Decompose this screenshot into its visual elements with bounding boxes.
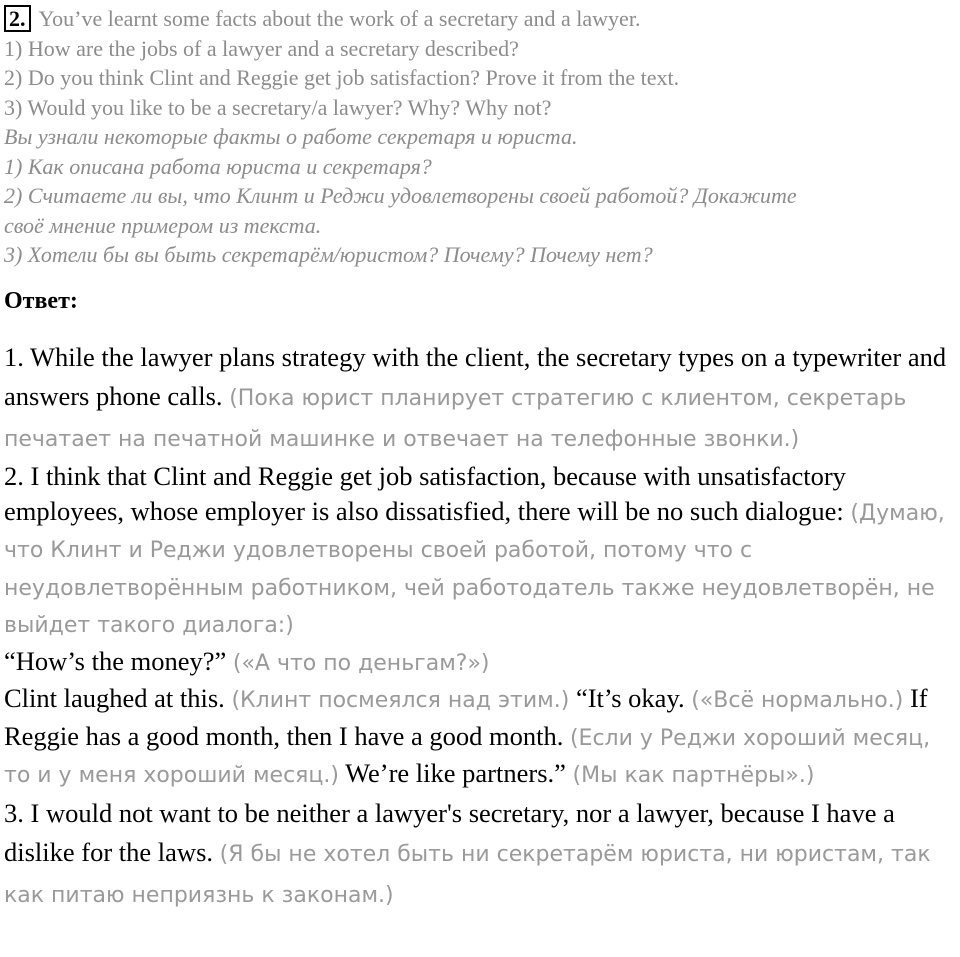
clint-ru: (Клинт посмеялся над этим.) (231, 688, 570, 713)
reggie-ru: (Если у Реджи хороший месяц, то и у меня хороший месяц.) (4, 725, 931, 788)
answer-1-ru: (Пока юрист планирует стратегию с клиентом, секретарь печатает на печатной машинке и отвечает на телефонные звонки.) (4, 386, 907, 452)
task-block (4, 4, 954, 270)
partners-ru: (Мы как партнёры».) (572, 763, 815, 788)
question-ru-3: 3) Хотели бы вы быть секретарём/юристом? Почему? Почему нет? (4, 242, 653, 267)
question-ru-1: 1) Как описана работа юриста и секретаря? (4, 153, 432, 179)
answer-1 (4, 338, 958, 459)
question-ru-2: 2) Считаете ли вы, что Клинт и Реджи удовлетворены своей работой? Докажите (4, 183, 797, 208)
question-en-3: 3) Would you like to be a secretary/a lawyer? Why? Why not? (4, 94, 552, 120)
answer-3-ru: (Я бы не хотел быть ни секретарём юриста, ни юристам, так как питаю неприязнь к законам.) (4, 841, 931, 908)
answer-3 (4, 794, 958, 915)
answer-2-ru: (Думаю, что Клинт и Реджи удовлетворены своей работой, потому что с неудовлетворённым работником, чей работодатель также неудовлетворён, не выйдет такого диалога:) (4, 500, 945, 638)
question-ru-2-cont: своё мнение примером из текста. (4, 212, 322, 238)
task-number: 2. (4, 5, 31, 32)
quote-money-en: “How’s the money?” (4, 645, 227, 676)
answer-1-en: 1. While the lawyer plans strategy with the client, the secretary types on a typewriter and answers phone calls. (4, 342, 947, 411)
answer-3-en: 3. I would not want to be neither a lawyer's secretary, nor a lawyer, because I have a dislike for the laws. (4, 797, 895, 867)
answers-block (4, 338, 958, 915)
task-intro-ru: Вы узнали некоторые факты о работе секретаря и юриста. (4, 124, 578, 149)
answer-2-en: 2. I think that Clint and Reggie get job satisfaction, because with unsatisfactory employees, whose employer is also dissatisfied, there will be no such dialogue: (4, 461, 846, 526)
quote-money-ru: («А что по деньгам?») (232, 650, 490, 676)
okay-en: “It’s okay. (575, 683, 685, 713)
clint-en: Clint laughed at this. (4, 683, 225, 713)
okay-ru: («Всё нормально.) (691, 688, 904, 713)
question-en-2: 2) Do you think Clint and Reggie get job satisfaction? Prove it from the text. (4, 65, 680, 90)
answer-2 (4, 459, 958, 794)
answer-label: Ответ: (4, 288, 78, 314)
partners-en: We’re like partners.” (345, 758, 566, 788)
question-en-1: 1) How are the jobs of a lawyer and a secretary described? (4, 35, 519, 61)
task-intro-line (4, 4, 954, 34)
reggie-en: If Reggie has a good month, then I have a good month. (4, 683, 928, 751)
task-intro: You’ve learnt some facts about the work of a secretary and a lawyer. (38, 6, 641, 31)
